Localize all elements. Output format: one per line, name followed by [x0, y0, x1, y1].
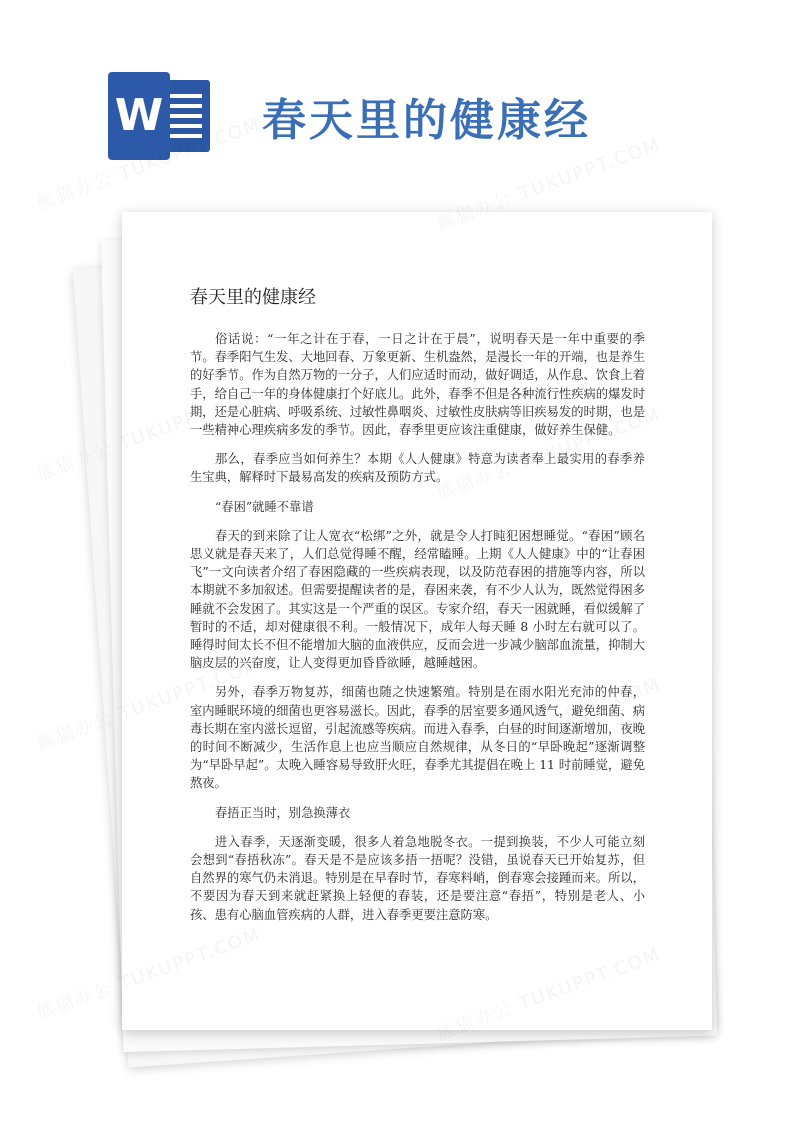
paragraph-spring-clothing: 进入春季，天逐渐变暖，很多人着急地脱冬衣。一提到换装，不少人可能立刻会想到“春捂秋冻”。春天是不是应该多捂一捂呢？没错，虽说春天已开始复苏，但自然界的寒气仍未消退。特别是在早春时节，春寒料峭，倒春寒会接踵而来。所以，不要因为春天到来就赶紧换上轻便的春装，还是要注意“春捂”，特别是老人、小孩、患有心脑血管疾病的人群，进入春季更要注意防寒。	[190, 834, 645, 922]
section-heading-spring-clothing: 春捂正当时，别急换薄衣	[215, 805, 351, 820]
banner-header	[0, 0, 800, 180]
page-title: 春天里的健康经	[262, 95, 591, 146]
document-body	[190, 330, 645, 935]
section-heading-spring-sleepiness: “春困”就睡不靠谱	[215, 499, 314, 514]
paragraph-question: 那么，春季应当如何养生？本期《人人健康》特意为读者奉上最实用的春季养生宝典，解释时下最易高发的疾病及预防方式。	[190, 452, 645, 485]
document-title: 春天里的健康经	[190, 287, 316, 308]
word-letter-badge: W	[108, 72, 170, 160]
paragraph-intro: 俗话说：“一年之计在于春，一日之计在于晨”，说明春天是一年中重要的季节。春季阳气生发、大地回春、万象更新、生机盎然，是漫长一年的开端，也是养生的好季节。作为自然万物的一分子，人们应适时而动，做好调适，从作息、饮食上着手，给自己一年的身体健康打个好底儿。此外，春季不但是各种流行性疾病的爆发时期，还是心脏病、呼吸系统、过敏性鼻咽炎、过敏性皮肤病等旧疾易发的时期，也是一些精神心理疾病多发的季节。因此，春季里更应该注重健康，做好养生保健。	[190, 332, 645, 438]
paragraph-spring-sleepiness: 春天的到来除了让人宽衣“松绑”之外，就是令人打盹犯困想睡觉。“春困”顾名思义就是春天来了，人们总觉得睡不醒，经常瞌睡。上期《人人健康》中的“让春困飞”一文向读者介绍了春困隐藏的一些疾病表现，以及防范春困的措施等内容，所以本期就不多加叙述。但需要提醒读者的是，春困来袭，有不少人认为，既然觉得困多睡就不会发困了。其实这是一个严重的误区。专家介绍，春天一困就睡，看似缓解了暂时的不适，却对健康很不利。一般情况下，成年人每天睡 8 小时左右就可以了。睡得时间太长不但不能增加大脑的血液供应，反而会进一步减少脑部血流量，抑制大脑皮层的兴奋度，让人变得更加昏昏欲睡，越睡越困。	[190, 528, 645, 671]
paragraph-bacteria: 另外，春季万物复苏，细菌也随之快速繁殖。特别是在雨水阳光充沛的仲春，室内睡眠环境的细菌也更容易滋长。因此，春季的居室要多通风透气，避免细菌、病毒长期在室内滋长逗留，引起流感等疾病。而进入春季，白昼的时间逐渐增加，夜晚的时间不断减少，生活作息上也应当顺应自然规律，从冬日的“早卧晚起”逐渐调整为“早卧早起”。太晚入睡容易导致肝火旺，春季尤其提倡在晚上 11 时前睡觉，避免熬夜。	[190, 685, 645, 791]
